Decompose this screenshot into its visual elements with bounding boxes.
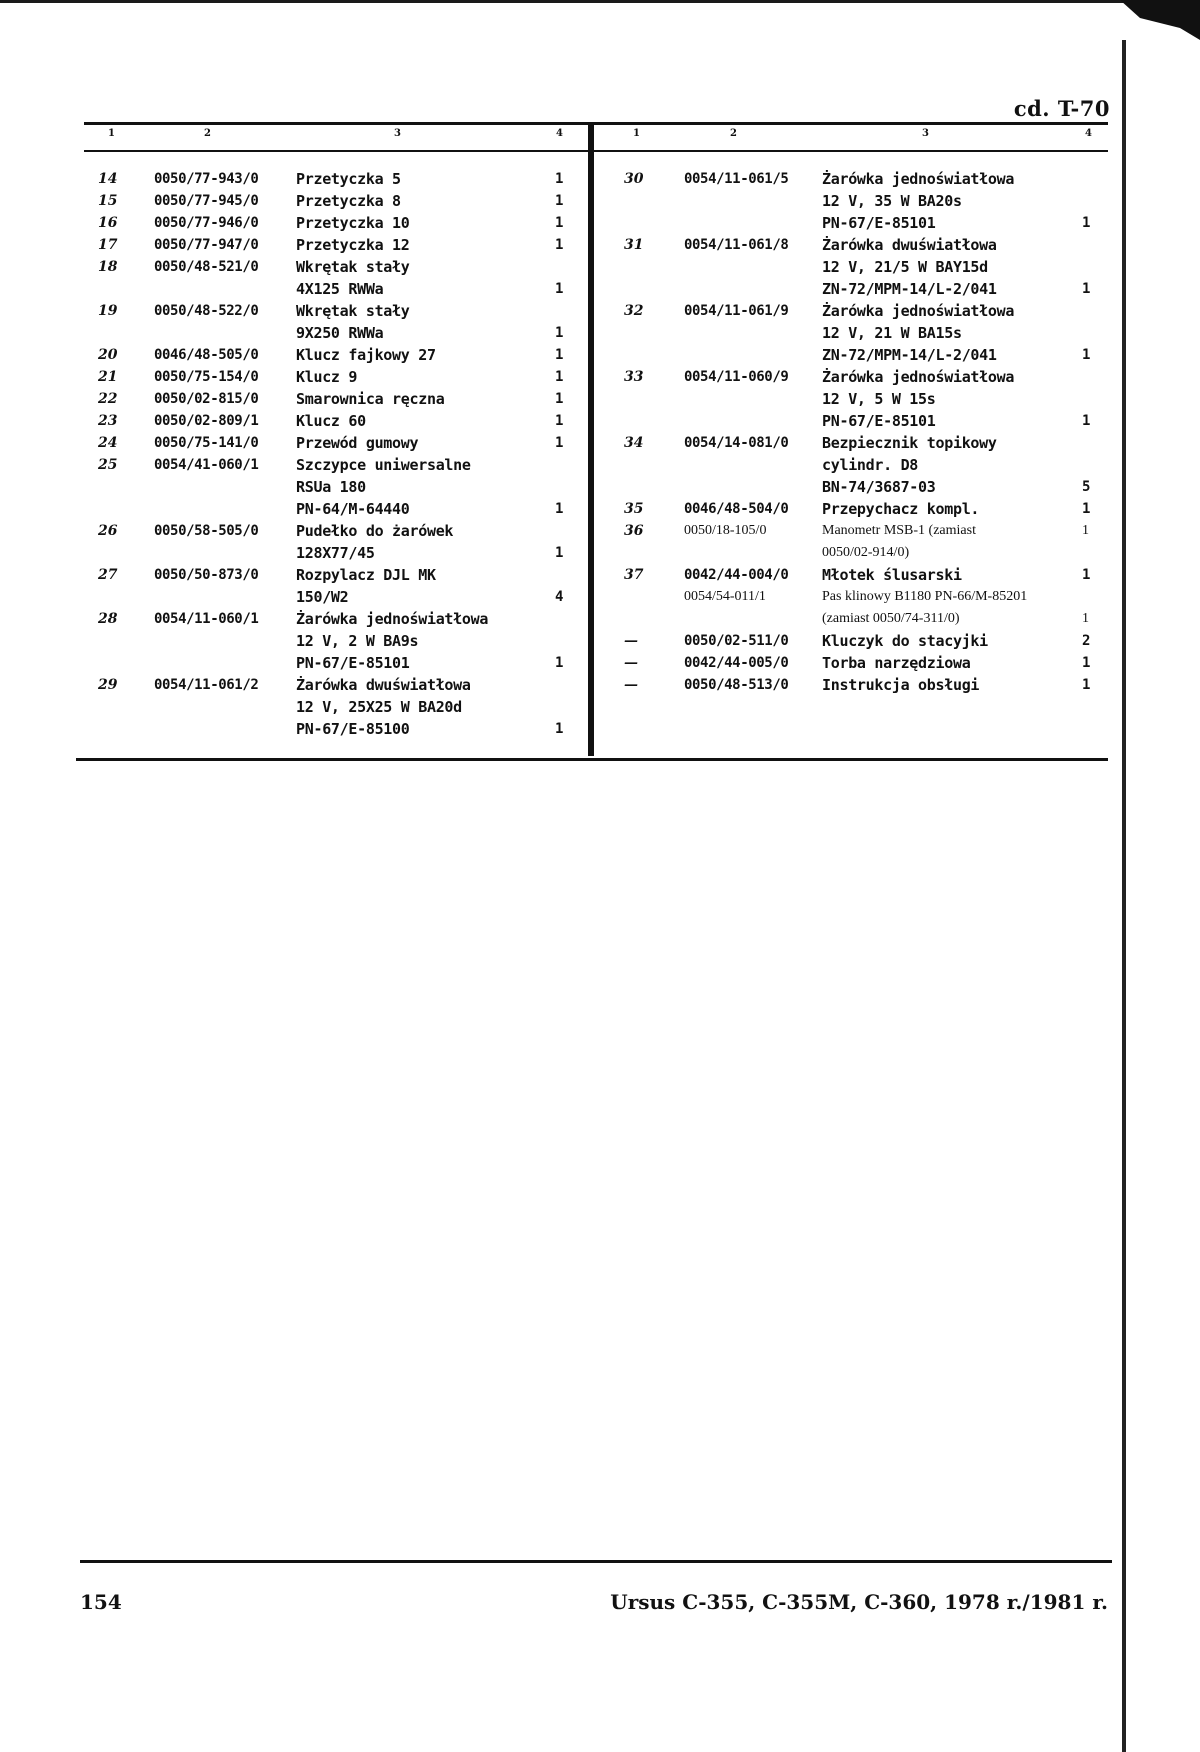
cell-name: 0050/02-914/0): [822, 545, 910, 560]
cell-no: 21: [98, 369, 118, 385]
cell-code: 0050/77-947/0: [154, 237, 259, 253]
cell-no: 36: [624, 523, 644, 539]
table-row: [0, 608, 1200, 630]
cell-code: 0054/11-061/8: [684, 237, 789, 253]
cell-no: —: [624, 633, 638, 649]
col-header-left-2: 2: [204, 128, 211, 139]
table-row: [0, 542, 1200, 564]
table-row: [0, 190, 1200, 212]
cell-name: 128X77/45: [296, 544, 375, 562]
cell-code: 0050/58-505/0: [154, 523, 259, 539]
cell-qty: 1: [555, 391, 564, 407]
col-header-left-3: 3: [394, 128, 401, 139]
cell-no: 25: [98, 457, 118, 473]
cell-no: 22: [98, 391, 118, 407]
cell-qty: 1: [555, 237, 564, 253]
cell-code: 0050/75-141/0: [154, 435, 259, 451]
cell-no: 28: [98, 611, 118, 627]
cell-code: 0054/11-061/9: [684, 303, 789, 319]
cell-name: PN-67/E-85101: [822, 214, 936, 232]
cell-qty: 1: [555, 325, 564, 341]
scan-top-edge: [0, 0, 1130, 3]
cell-code: 0054/54-011/1: [684, 589, 766, 604]
cell-name: PN-67/E-85101: [296, 654, 410, 672]
cell-code: 0054/41-060/1: [154, 457, 259, 473]
cell-name: 12 V, 25X25 W BA20d: [296, 698, 462, 716]
cell-name: Kluczyk do stacyjki: [822, 632, 988, 650]
cell-name: 12 V, 21 W BA15s: [822, 324, 962, 342]
cell-name: 9X250 RWWa: [296, 324, 384, 342]
cell-name: Szczypce uniwersalne: [296, 456, 471, 474]
col-header-left-1: 1: [108, 128, 115, 139]
table-row: [0, 454, 1200, 476]
table-row: [0, 168, 1200, 190]
footer-rule: [80, 1560, 1112, 1563]
cell-qty: 1: [555, 435, 564, 451]
cell-qty: 1: [555, 501, 564, 517]
table-row: [0, 652, 1200, 674]
cell-qty: 1: [555, 193, 564, 209]
table-row: [0, 674, 1200, 696]
header-top-rule: [84, 122, 1108, 125]
table-row: [0, 718, 1200, 740]
cell-qty: 1: [1082, 215, 1091, 231]
cell-name: Żarówka jednoświatłowa: [822, 170, 1015, 188]
cell-code: 0054/11-060/1: [154, 611, 259, 627]
cell-name: Przetyczka 12: [296, 236, 410, 254]
table-row: [0, 256, 1200, 278]
table-row: [0, 586, 1200, 608]
cell-code: 0054/11-061/5: [684, 171, 789, 187]
cell-name: Młotek ślusarski: [822, 566, 962, 584]
cell-name: Torba narzędziowa: [822, 654, 971, 672]
cell-code: 0050/02-511/0: [684, 633, 789, 649]
cell-name: Manometr MSB-1 (zamiast: [822, 523, 976, 538]
cell-qty: 1: [1082, 655, 1091, 671]
cell-name: Pas klinowy B1180 PN-66/M-85201: [822, 589, 1028, 604]
cell-code: 0050/77-943/0: [154, 171, 259, 187]
cell-name: Przepychacz kompl.: [822, 500, 980, 518]
table-row: [0, 234, 1200, 256]
cell-no: —: [624, 677, 638, 693]
cell-name: Wkrętak stały: [296, 258, 410, 276]
cell-no: 16: [98, 215, 118, 231]
col-header-right-1: 1: [633, 128, 640, 139]
cell-qty: 1: [555, 721, 564, 737]
cell-qty: 1: [555, 655, 564, 671]
table-row: [0, 388, 1200, 410]
cell-name: RSUa 180: [296, 478, 366, 496]
cell-no: 37: [624, 567, 644, 583]
cell-no: 35: [624, 501, 644, 517]
cell-qty: 5: [1082, 479, 1091, 495]
cell-name: PN-64/M-64440: [296, 500, 410, 518]
table-row: [0, 564, 1200, 586]
cell-name: cylindr. D8: [822, 456, 919, 474]
cell-name: ZN-72/MPM-14/L-2/041: [822, 280, 997, 298]
cell-code: 0054/14-081/0: [684, 435, 789, 451]
col-header-left-4: 4: [556, 128, 563, 139]
table-row: [0, 410, 1200, 432]
cell-code: 0054/11-060/9: [684, 369, 789, 385]
cell-name: Żarówka dwuświatłowa: [822, 236, 997, 254]
table-row: [0, 366, 1200, 388]
col-header-right-2: 2: [730, 128, 737, 139]
table-row: [0, 520, 1200, 542]
table-row: [0, 212, 1200, 234]
cell-code: 0046/48-505/0: [154, 347, 259, 363]
col-header-right-4: 4: [1085, 128, 1092, 139]
page-number: 154: [80, 1590, 122, 1614]
cell-no: 15: [98, 193, 118, 209]
cell-name: Przewód gumowy: [296, 434, 419, 452]
cell-code: 0050/77-946/0: [154, 215, 259, 231]
cell-name: Smarownica ręczna: [296, 390, 445, 408]
cell-no: 20: [98, 347, 118, 363]
cell-name: Żarówka dwuświatłowa: [296, 676, 471, 694]
cell-code: 0050/02-815/0: [154, 391, 259, 407]
cell-name: Instrukcja obsługi: [822, 676, 980, 694]
table-bottom-rule: [76, 758, 1108, 761]
cell-code: 0050/48-513/0: [684, 677, 789, 693]
cell-name: BN-74/3687-03: [822, 478, 936, 496]
cell-name: 12 V, 35 W BA20s: [822, 192, 962, 210]
cell-qty: 4: [555, 589, 564, 605]
cell-qty: 1: [555, 369, 564, 385]
cell-qty: 1: [555, 215, 564, 231]
cell-qty: 1: [555, 171, 564, 187]
cell-no: 32: [624, 303, 644, 319]
cell-qty: 1: [1082, 413, 1091, 429]
cell-no: 26: [98, 523, 118, 539]
cell-no: 17: [98, 237, 118, 253]
cell-name: Żarówka jednoświatłowa: [822, 302, 1015, 320]
cell-name: Wkrętak stały: [296, 302, 410, 320]
cell-no: —: [624, 655, 638, 671]
cell-no: 24: [98, 435, 118, 451]
cell-qty: 1: [555, 545, 564, 561]
cell-qty: 1: [1082, 501, 1091, 517]
cell-code: 0042/44-005/0: [684, 655, 789, 671]
table-row: [0, 322, 1200, 344]
table-row: [0, 630, 1200, 652]
cell-qty: 1: [1082, 523, 1089, 538]
cell-qty: 2: [1082, 633, 1091, 649]
cell-name: 4X125 RWWa: [296, 280, 384, 298]
cell-code: 0050/48-521/0: [154, 259, 259, 275]
cell-name: Przetyczka 8: [296, 192, 401, 210]
cell-name: Przetyczka 10: [296, 214, 410, 232]
cell-qty: 1: [1082, 281, 1091, 297]
cell-no: 33: [624, 369, 644, 385]
cell-code: 0050/75-154/0: [154, 369, 259, 385]
cell-qty: 1: [1082, 677, 1091, 693]
cell-qty: 1: [1082, 347, 1091, 363]
table-row: [0, 278, 1200, 300]
table-row: [0, 498, 1200, 520]
cell-name: 150/W2: [296, 588, 349, 606]
cell-name: 12 V, 5 W 15s: [822, 390, 936, 408]
cell-qty: 1: [555, 347, 564, 363]
table-row: [0, 344, 1200, 366]
cell-no: 29: [98, 677, 118, 693]
cell-no: 19: [98, 303, 118, 319]
cell-name: Przetyczka 5: [296, 170, 401, 188]
cell-name: Klucz fajkowy 27: [296, 346, 436, 364]
cell-name: (zamiast 0050/74-311/0): [822, 611, 960, 626]
cell-code: 0054/11-061/2: [154, 677, 259, 693]
cell-name: Żarówka jednoświatłowa: [822, 368, 1015, 386]
cell-qty: 1: [1082, 611, 1089, 626]
cell-code: 0050/02-809/1: [154, 413, 259, 429]
cell-no: 14: [98, 171, 118, 187]
footer-title: Ursus C-355, C-355M, C-360, 1978 r./1981 r.: [610, 1590, 1108, 1614]
cell-code: 0046/48-504/0: [684, 501, 789, 517]
cell-name: PN-67/E-85100: [296, 720, 410, 738]
cell-name: Bezpiecznik topikowy: [822, 434, 997, 452]
cell-name: PN-67/E-85101: [822, 412, 936, 430]
table-row: [0, 696, 1200, 718]
col-header-right-3: 3: [922, 128, 929, 139]
table-continuation-tag: cd. T-70: [1013, 96, 1110, 121]
table-row: [0, 300, 1200, 322]
cell-name: Klucz 60: [296, 412, 366, 430]
scan-corner-shadow: [1120, 0, 1200, 60]
cell-no: 18: [98, 259, 118, 275]
cell-code: 0050/48-522/0: [154, 303, 259, 319]
cell-name: 12 V, 21/5 W BAY15d: [822, 258, 988, 276]
cell-qty: 1: [1082, 567, 1091, 583]
cell-no: 23: [98, 413, 118, 429]
cell-no: 30: [624, 171, 644, 187]
cell-name: ZN-72/MPM-14/L-2/041: [822, 346, 997, 364]
cell-code: 0050/77-945/0: [154, 193, 259, 209]
header-bottom-rule: [84, 150, 1108, 152]
cell-code: 0042/44-004/0: [684, 567, 789, 583]
table-row: [0, 432, 1200, 454]
cell-name: Pudełko do żarówek: [296, 522, 454, 540]
cell-name: Klucz 9: [296, 368, 358, 386]
cell-no: 34: [624, 435, 644, 451]
table-row: [0, 476, 1200, 498]
cell-qty: 1: [555, 413, 564, 429]
cell-no: 27: [98, 567, 118, 583]
cell-name: Żarówka jednoświatłowa: [296, 610, 489, 628]
cell-qty: 1: [555, 281, 564, 297]
cell-no: 31: [624, 237, 644, 253]
cell-code: 0050/50-873/0: [154, 567, 259, 583]
cell-name: Rozpylacz DJL MK: [296, 566, 436, 584]
cell-code: 0050/18-105/0: [684, 523, 767, 538]
cell-name: 12 V, 2 W BA9s: [296, 632, 419, 650]
